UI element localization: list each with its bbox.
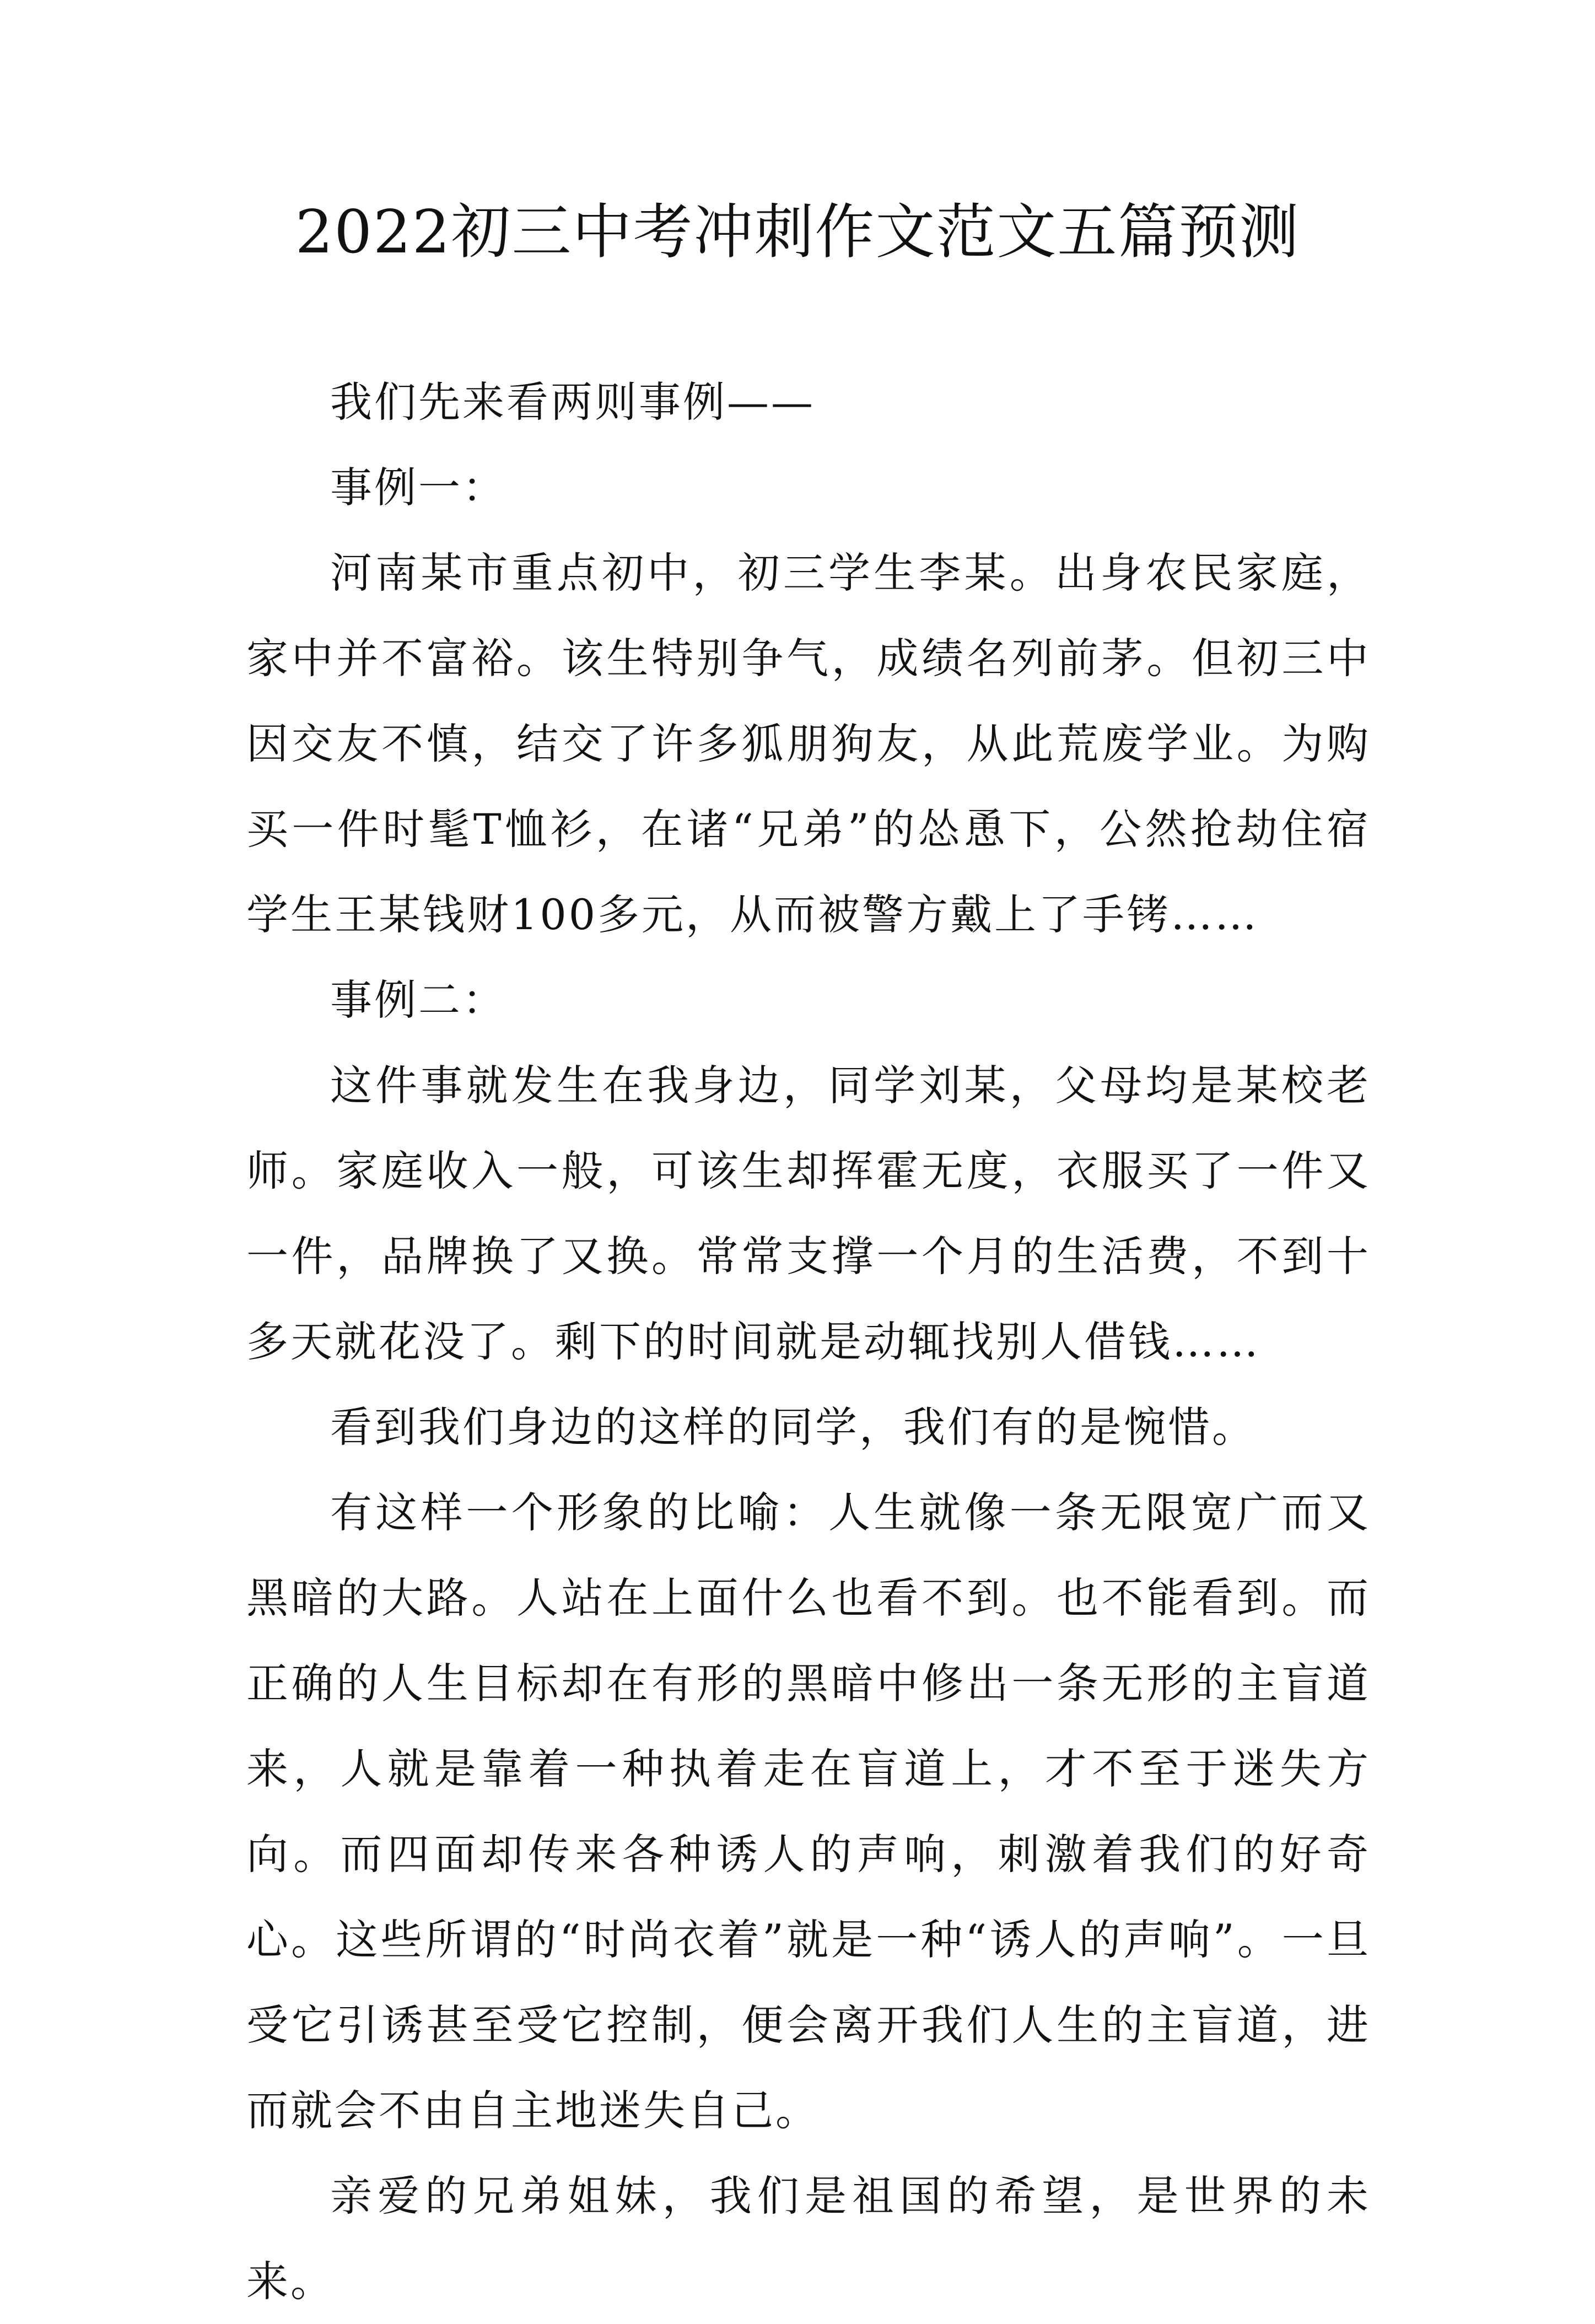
document-body bbox=[246, 359, 1371, 2324]
paragraph-closing: 亲爱的兄弟姐妹，我们是祖国的希望，是世界的未来。 bbox=[246, 2171, 1371, 2306]
document-title: 2022初三中考冲刺作文范文五篇预测 bbox=[295, 198, 1300, 267]
paragraph-example-one: 河南某市重点初中，初三学生李某。出身农民家庭，家中并不富裕。该生特别争气，成绩名列前茅。但初三中因交友不慎，结交了许多狐朋狗友，从此荒废学业。为购买一件时髦T恤衫，在诸“兄弟”的怂恿下，公然抢劫住宿学生王某钱财100多元，从而被警方戴上了手铐…… bbox=[246, 548, 1371, 939]
paragraph-example-one-heading: 事例一： bbox=[330, 463, 506, 512]
paragraph-metaphor: 有这样一个形象的比喻：人生就像一条无限宽广而又黑暗的大路。人站在上面什么也看不到。也不能看到。而正确的人生目标却在有形的黑暗中修出一条无形的主盲道来，人就是靠着一种执着走在盲道上，才不至于迷失方向。而四面却传来各种诱人的声响，刺激着我们的好奇心。这些所谓的“时尚衣着”就是一种“诱人的声响”。一旦受它引诱甚至受它控制，便会离开我们人生的主盲道，进而就会不由自主地迷失自己。 bbox=[246, 1488, 1371, 2135]
paragraph-example-two-heading: 事例二： bbox=[330, 975, 506, 1024]
paragraph-reflection: 看到我们身边的这样的同学，我们有的是惋惜。 bbox=[330, 1403, 1256, 1452]
paragraph-example-two: 这件事就发生在我身边，同学刘某，父母均是某校老师。家庭收入一般，可该生却挥霍无度，衣服买了一件又一件，品牌换了又换。常常支撑一个月的生活费，不到十多天就花没了。剩下的时间就是动辄找别人借钱…… bbox=[246, 1061, 1371, 1366]
paragraph-intro: 我们先来看两则事例—— bbox=[330, 378, 815, 427]
